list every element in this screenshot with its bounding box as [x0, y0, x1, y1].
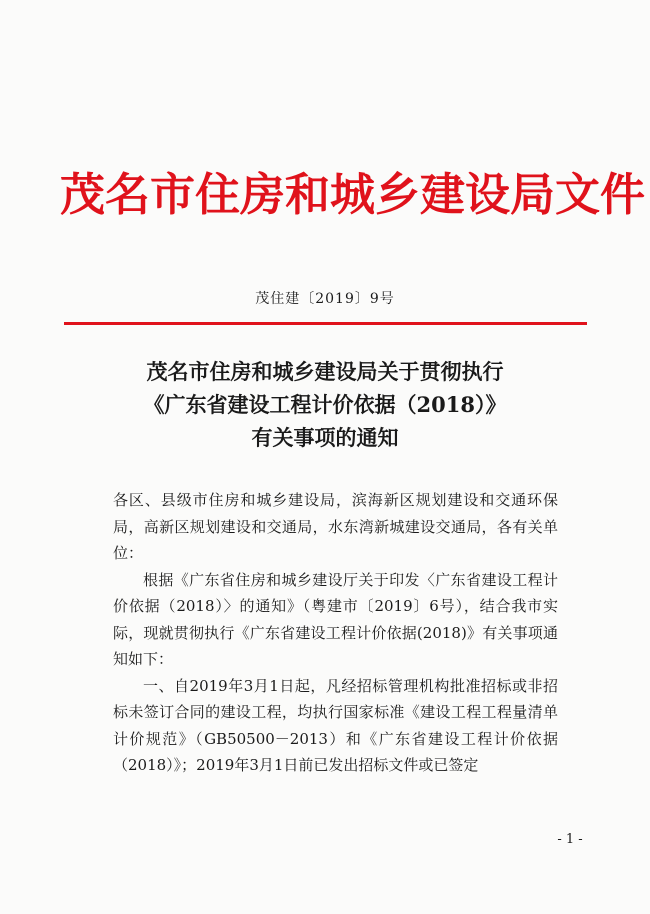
title-line-3: 有关事项的通知	[251, 425, 399, 450]
document-title	[60, 355, 590, 454]
body-paragraph-1: 根据《广东省住房和城乡建设厅关于印发〈广东省建设工程计价依据（2018）〉的通知》（粤建市〔2019〕6号），结合我市实际，现就贯彻执行《广东省建设工程计价依据(2018)》有关事项通知如下：	[113, 570, 558, 668]
page-number: - 1 -	[557, 832, 583, 847]
document-body	[113, 487, 558, 779]
document-number: 茂住建〔2019〕9号	[255, 291, 395, 307]
document-masthead: 茂名市住房和城乡建设局文件	[60, 168, 646, 221]
title-line-2: 《广东省建设工程计价依据（2018）》	[143, 392, 507, 417]
body-paragraph-2: 一、自2019年3月1日起，凡经招标管理机构批准招标或非招标未签订合同的建设工程，均执行国家标准《建设工程工程量清单计价规范》（GB50500－2013）和《广东省建设工程计价依据（2018）》；2019年3月1日前已发出招标文件或已签定	[113, 676, 558, 774]
addressee-paragraph: 各区、县级市住房和城乡建设局，滨海新区规划建设和交通环保局，高新区规划建设和交通局，水东湾新城建设交通局，各有关单位：	[113, 491, 558, 562]
red-divider-line	[64, 322, 587, 325]
title-line-1: 茂名市住房和城乡建设局关于贯彻执行	[146, 359, 504, 384]
